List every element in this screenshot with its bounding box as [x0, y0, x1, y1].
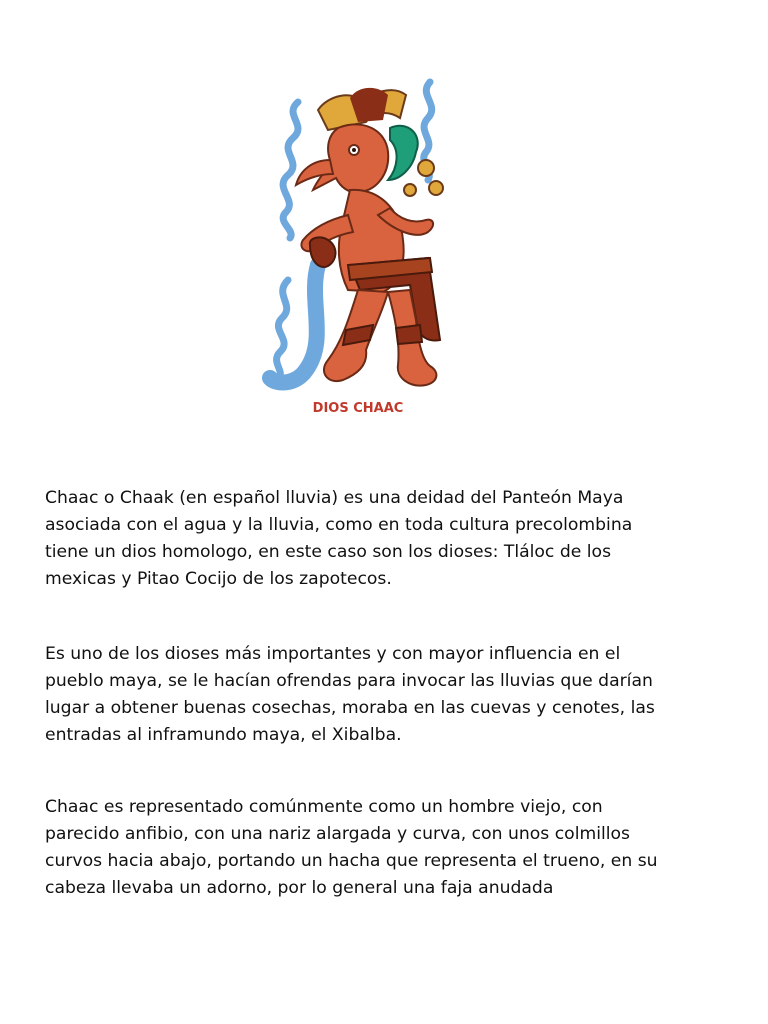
water-stream-left-top	[283, 102, 298, 238]
water-stream-left-bottom	[277, 280, 288, 378]
paragraph-importance: Es uno de los dioses más importantes y con mayor influencia en el pueblo maya, se le hacían ofrendas para invocar las lluvias que darían lugar a obtener buenas cosechas, moraba en las cuevas y cenotes, las entradas al inframundo maya, el Xibalba.	[45, 644, 655, 745]
jade-ornament	[388, 126, 418, 180]
gold-bead-3	[404, 184, 416, 196]
knee-band-right	[396, 325, 422, 344]
gold-bead-1	[418, 160, 434, 176]
figure-caption: DIOS CHAAC	[312, 401, 404, 416]
paragraph-representation: Chaac es representado comúnmente como un hombre viejo, con parecido anfibio, con una nariz alargada y curva, con unos colmillos curvos hacia abajo, portando un hacha que representa el trueno, en su cabeza llevaba un adorno, por lo general una faja anudada	[45, 797, 658, 898]
chaac-figure-drawing	[178, 40, 538, 430]
paragraph-definition: Chaac o Chaak (en español lluvia) es una deidad del Panteón Maya asociada con el agua y la lluvia, como en toda cultura precolombina tiene un dios homologo, en este caso son los dioses: Tláloc de los mexicas y Pitao Cocijo de los zapotecos.	[45, 488, 633, 589]
chaac-illustration	[178, 40, 538, 430]
gold-bead-2	[429, 181, 443, 195]
head	[313, 124, 388, 192]
